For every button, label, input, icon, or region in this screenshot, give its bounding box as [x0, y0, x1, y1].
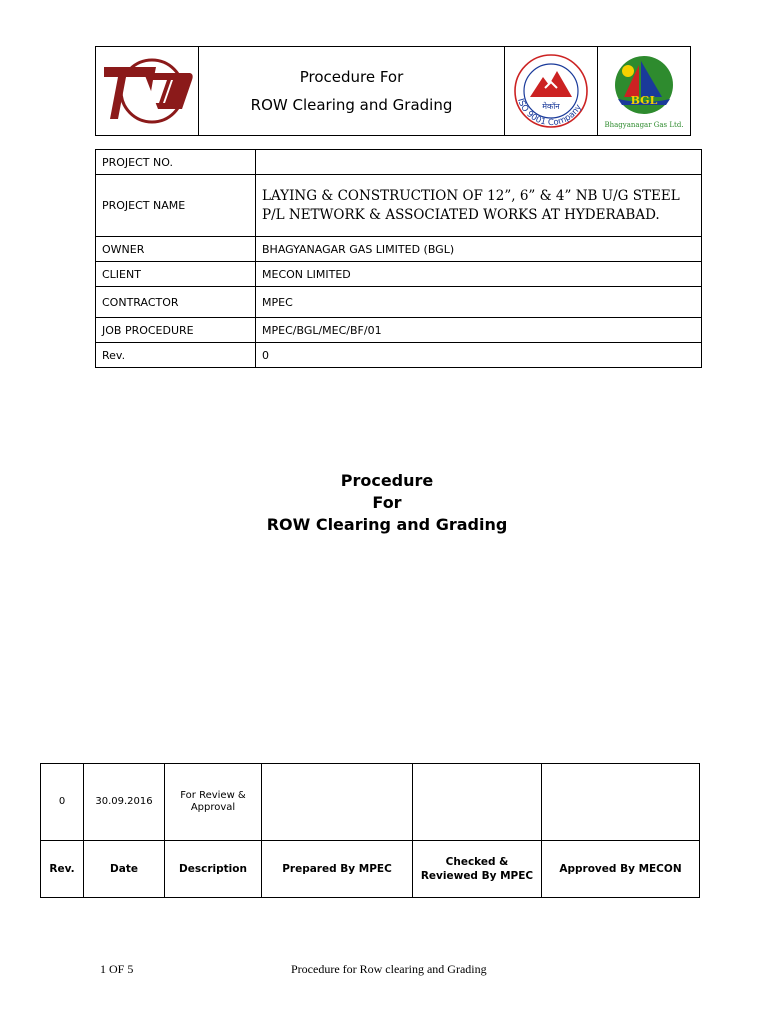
document-header: [95, 46, 691, 136]
table-row: [41, 764, 700, 841]
job-procedure-value: MPEC/BGL/MEC/BF/01: [256, 318, 702, 343]
table-row: [96, 287, 702, 318]
revision-rev: 0: [41, 764, 84, 841]
mpec-logo-cell: [96, 47, 199, 135]
footer-page-number: 1 OF 5: [100, 962, 134, 976]
main-title-line3: ROW Clearing and Grading: [266, 515, 508, 534]
bgl-logo-cell: [598, 47, 690, 135]
main-title-line2: For: [372, 493, 402, 512]
table-row: [96, 237, 702, 262]
table-row: [96, 175, 702, 237]
owner-label: OWNER: [96, 237, 256, 262]
mecon-logo: [505, 47, 597, 135]
revision-prepared: [262, 764, 413, 841]
project-no-label: PROJECT NO.: [96, 150, 256, 175]
header-rev: Rev.: [41, 841, 84, 898]
revision-approved: [542, 764, 700, 841]
client-value: MECON LIMITED: [256, 262, 702, 287]
header-title: [199, 47, 505, 135]
revision-checked: [413, 764, 542, 841]
contractor-label: CONTRACTOR: [96, 287, 256, 318]
mecon-logo-cell: [505, 47, 598, 135]
project-no-value: [256, 150, 702, 175]
mecon-arc-text: ISO 9001 Company: [515, 97, 584, 129]
project-name-value: LAYING & CONSTRUCTION OF 12”, 6” & 4” NB U/G STEEL P/L NETWORK & ASSOCIATED WORKS AT HYDERABAD.: [256, 175, 702, 237]
job-procedure-label: JOB PROCEDURE: [96, 318, 256, 343]
header-checked: Checked & Reviewed By MPEC: [413, 841, 542, 898]
main-title: [0, 470, 768, 536]
rev-value: 0: [256, 343, 702, 368]
contractor-value: MPEC: [256, 287, 702, 318]
table-row: [41, 841, 700, 898]
revision-description: For Review & Approval: [165, 764, 262, 841]
revision-table: [40, 763, 700, 898]
header-approved: Approved By MECON: [542, 841, 700, 898]
header-title-line1: Procedure For: [299, 68, 404, 86]
rev-label: Rev.: [96, 343, 256, 368]
header-date: Date: [84, 841, 165, 898]
bgl-caption: Bhagyanagar Gas Ltd.: [604, 121, 684, 129]
bgl-logo: [598, 47, 690, 135]
header-prepared: Prepared By MPEC: [262, 841, 413, 898]
table-row: [96, 262, 702, 287]
revision-date: 30.09.2016: [84, 764, 165, 841]
owner-value: BHAGYANAGAR GAS LIMITED (BGL): [256, 237, 702, 262]
client-label: CLIENT: [96, 262, 256, 287]
header-description: Description: [165, 841, 262, 898]
mecon-hindi-text: मेकॉन: [542, 102, 560, 111]
header-title-line2: ROW Clearing and Grading: [250, 96, 453, 114]
footer-title: Procedure for Row clearing and Grading: [291, 962, 487, 976]
table-row: [96, 343, 702, 368]
main-title-line1: Procedure: [340, 471, 434, 490]
bgl-logo-text: BGL: [630, 94, 658, 107]
project-info-table: [95, 149, 702, 368]
project-name-label: PROJECT NAME: [96, 175, 256, 237]
table-row: [96, 318, 702, 343]
table-row: [96, 150, 702, 175]
mpec-logo: [96, 47, 198, 135]
